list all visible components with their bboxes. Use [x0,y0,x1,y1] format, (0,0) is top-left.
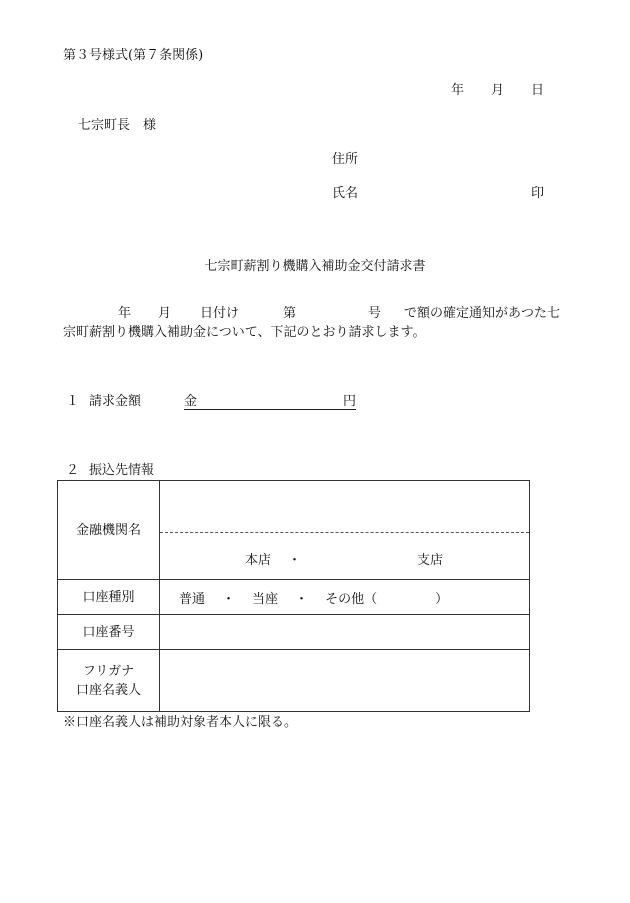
holder-name-label: 口座名義人 [75,682,141,698]
account-type-row [58,580,530,615]
notice-text-continued: 宗町薪割り機購入補助金について、下記のとおり請求します。 [63,325,426,340]
notice-go-label: 号 [368,306,382,321]
bank-info-table [57,480,530,712]
institution-row [58,481,530,580]
account-number-row [58,615,530,650]
account-holder-label [58,650,160,712]
name-label: 氏名 [332,186,359,201]
institution-label: 金融機関名 [58,481,160,580]
account-type-close-paren: ） [435,591,449,607]
notice-text: で額の確定通知があつた七 [404,306,561,321]
address-label: 住所 [332,152,359,167]
item1-label: 請求金額 [89,394,142,409]
addressee: 七宗町長 様 [78,118,157,133]
notice-month-label: 月 [158,306,172,321]
institution-name-field[interactable] [160,481,529,533]
notice-dai-label: 第 [283,306,297,321]
notice-year-label: 年 [118,306,132,321]
institution-cell [160,481,530,580]
notice-dated-label: 日付け [200,306,240,321]
account-type-label: 口座種別 [58,580,160,615]
account-holder-row [58,650,530,712]
account-type-other[interactable]: その他（ [325,591,378,607]
footnote: ※口座名義人は補助対象者本人に限る。 [63,715,298,730]
account-number-field[interactable] [160,615,530,650]
account-number-label: 口座番号 [58,615,160,650]
amount-prefix: 金 [184,394,198,409]
account-type-separator: ・ [222,591,236,607]
account-type-regular[interactable]: 普通 [179,591,206,607]
date-year-label: 年 [451,83,465,98]
seal-label: 印 [531,186,545,201]
date-day-label: 日 [531,83,545,98]
amount-field[interactable] [184,395,356,410]
date-month-label: 月 [491,83,505,98]
item1-number: １ [66,394,80,409]
branch-field[interactable] [160,533,529,579]
head-office-option[interactable]: 本店 [245,553,272,568]
branch-option[interactable]: 支店 [417,553,444,568]
furigana-label: フリガナ [82,663,135,679]
amount-suffix: 円 [342,394,356,409]
account-type-separator: ・ [295,591,309,607]
item2-number: ２ [66,463,80,478]
account-type-current[interactable]: 当座 [252,591,279,607]
form-number: 第３号様式(第７条関係) [63,48,204,63]
item2-label: 振込先情報 [89,463,155,478]
account-holder-field[interactable] [160,650,530,712]
account-type-cell [160,580,530,615]
branch-separator: ・ [288,553,302,568]
document-title: 七宗町薪割り機購入補助金交付請求書 [204,259,426,274]
